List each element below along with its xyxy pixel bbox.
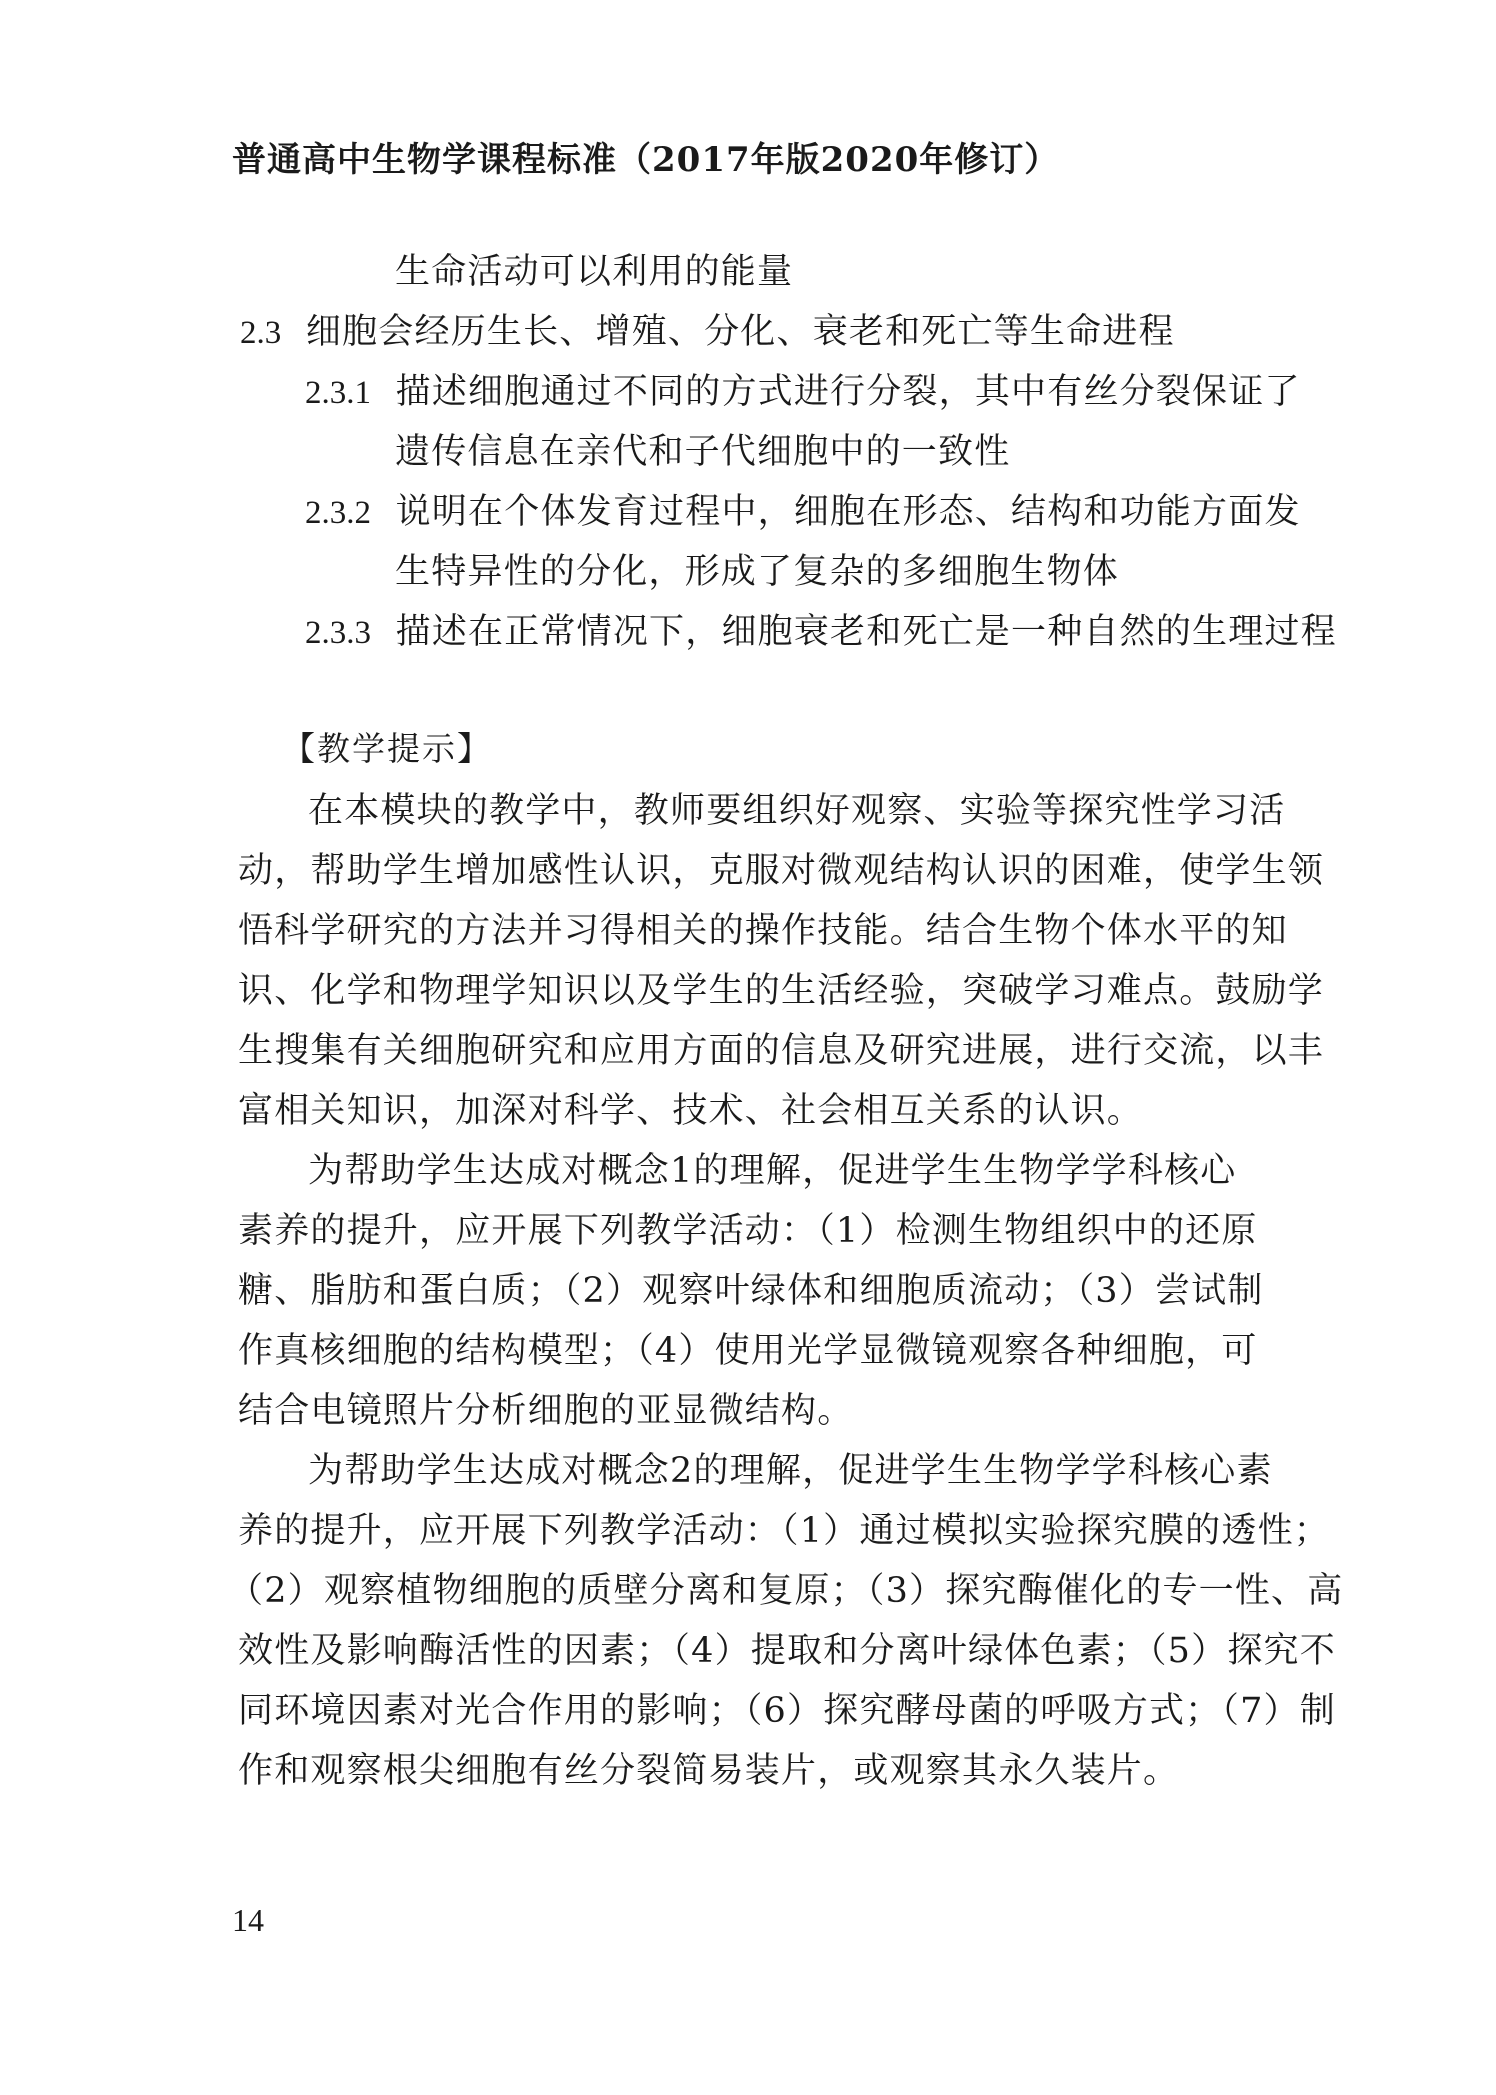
paragraph-1-line: 悟科学研究的方法并习得相关的操作技能。结合生物个体水平的知 — [238, 911, 1288, 951]
paragraph-2-line: 素养的提升，应开展下列教学活动：（1）检测生物组织中的还原 — [238, 1211, 1258, 1251]
paragraph-1-line: 动，帮助学生增加感性认识，克服对微观结构认识的困难，使学生领 — [238, 851, 1325, 891]
outline-item-2-3 — [240, 304, 1175, 354]
paragraph-1-line: 生搜集有关细胞研究和应用方面的信息及研究进展，进行交流，以丰 — [238, 1031, 1325, 1071]
paragraph-3-line: 养的提升，应开展下列教学活动：（1）通过模拟实验探究膜的透性； — [238, 1511, 1330, 1551]
paragraph-3-line: （2）观察植物细胞的质壁分离和复原；（3）探究酶催化的专一性、高 — [228, 1571, 1344, 1611]
paragraph-2-line: 为帮助学生达成对概念1的理解，促进学生生物学学科核心 — [308, 1151, 1237, 1191]
outline-item-2-3-2-line1 — [305, 484, 1301, 534]
paragraph-1-line: 识、化学和物理学知识以及学生的生活经验，突破学习难点。鼓励学 — [238, 971, 1325, 1011]
teaching-tips-heading: 【教学提示】 — [282, 729, 492, 768]
outline-item-2-3-3-text: 描述在正常情况下，细胞衰老和死亡是一种自然的生理过程 — [395, 612, 1337, 652]
outline-item-2-3-1-line1 — [305, 364, 1301, 414]
outline-item-2-3-number: 2.3 — [240, 315, 282, 351]
outline-item-2-3-1-line2: 遗传信息在亲代和子代细胞中的一致性 — [395, 432, 1011, 472]
outline-continuation-line: 生命活动可以利用的能量 — [395, 252, 794, 292]
paragraph-2-line: 作真核细胞的结构模型；（4）使用光学显微镜观察各种细胞，可 — [238, 1331, 1258, 1371]
outline-item-2-3-3-number: 2.3.3 — [305, 615, 371, 651]
paragraph-1-line: 在本模块的教学中，教师要组织好观察、实验等探究性学习活 — [308, 791, 1286, 831]
outline-item-2-3-2-number: 2.3.2 — [305, 495, 371, 531]
page-header-title: 普通高中生物学课程标准（2017年版2020年修订） — [232, 140, 1060, 180]
outline-item-2-3-2-line2: 生特异性的分化，形成了复杂的多细胞生物体 — [395, 552, 1120, 592]
paragraph-2-line: 结合电镜照片分析细胞的亚显微结构。 — [238, 1391, 854, 1431]
outline-item-2-3-1-number: 2.3.1 — [305, 375, 371, 411]
paragraph-1-line: 富相关知识，加深对科学、技术、社会相互关系的认识。 — [238, 1091, 1144, 1131]
outline-item-2-3-1-text: 描述细胞通过不同的方式进行分裂，其中有丝分裂保证了 — [395, 372, 1301, 412]
outline-item-2-3-3-line1 — [305, 604, 1337, 654]
paragraph-2-line: 糖、脂肪和蛋白质；（2）观察叶绿体和细胞质流动；（3）尝试制 — [238, 1271, 1264, 1311]
paragraph-3-line: 作和观察根尖细胞有丝分裂简易装片，或观察其永久装片。 — [238, 1751, 1180, 1791]
outline-item-2-3-2-text: 说明在个体发育过程中，细胞在形态、结构和功能方面发 — [395, 492, 1301, 532]
page-number: 14 — [232, 1902, 264, 1938]
outline-item-2-3-text: 细胞会经历生长、增殖、分化、衰老和死亡等生命进程 — [305, 312, 1175, 352]
paragraph-3-line: 同环境因素对光合作用的影响；（6）探究酵母菌的呼吸方式；（7）制 — [238, 1691, 1336, 1731]
paragraph-3-line: 效性及影响酶活性的因素；（4）提取和分离叶绿体色素；（5）探究不 — [238, 1631, 1336, 1671]
paragraph-3-line: 为帮助学生达成对概念2的理解，促进学生生物学学科核心素 — [308, 1451, 1273, 1491]
